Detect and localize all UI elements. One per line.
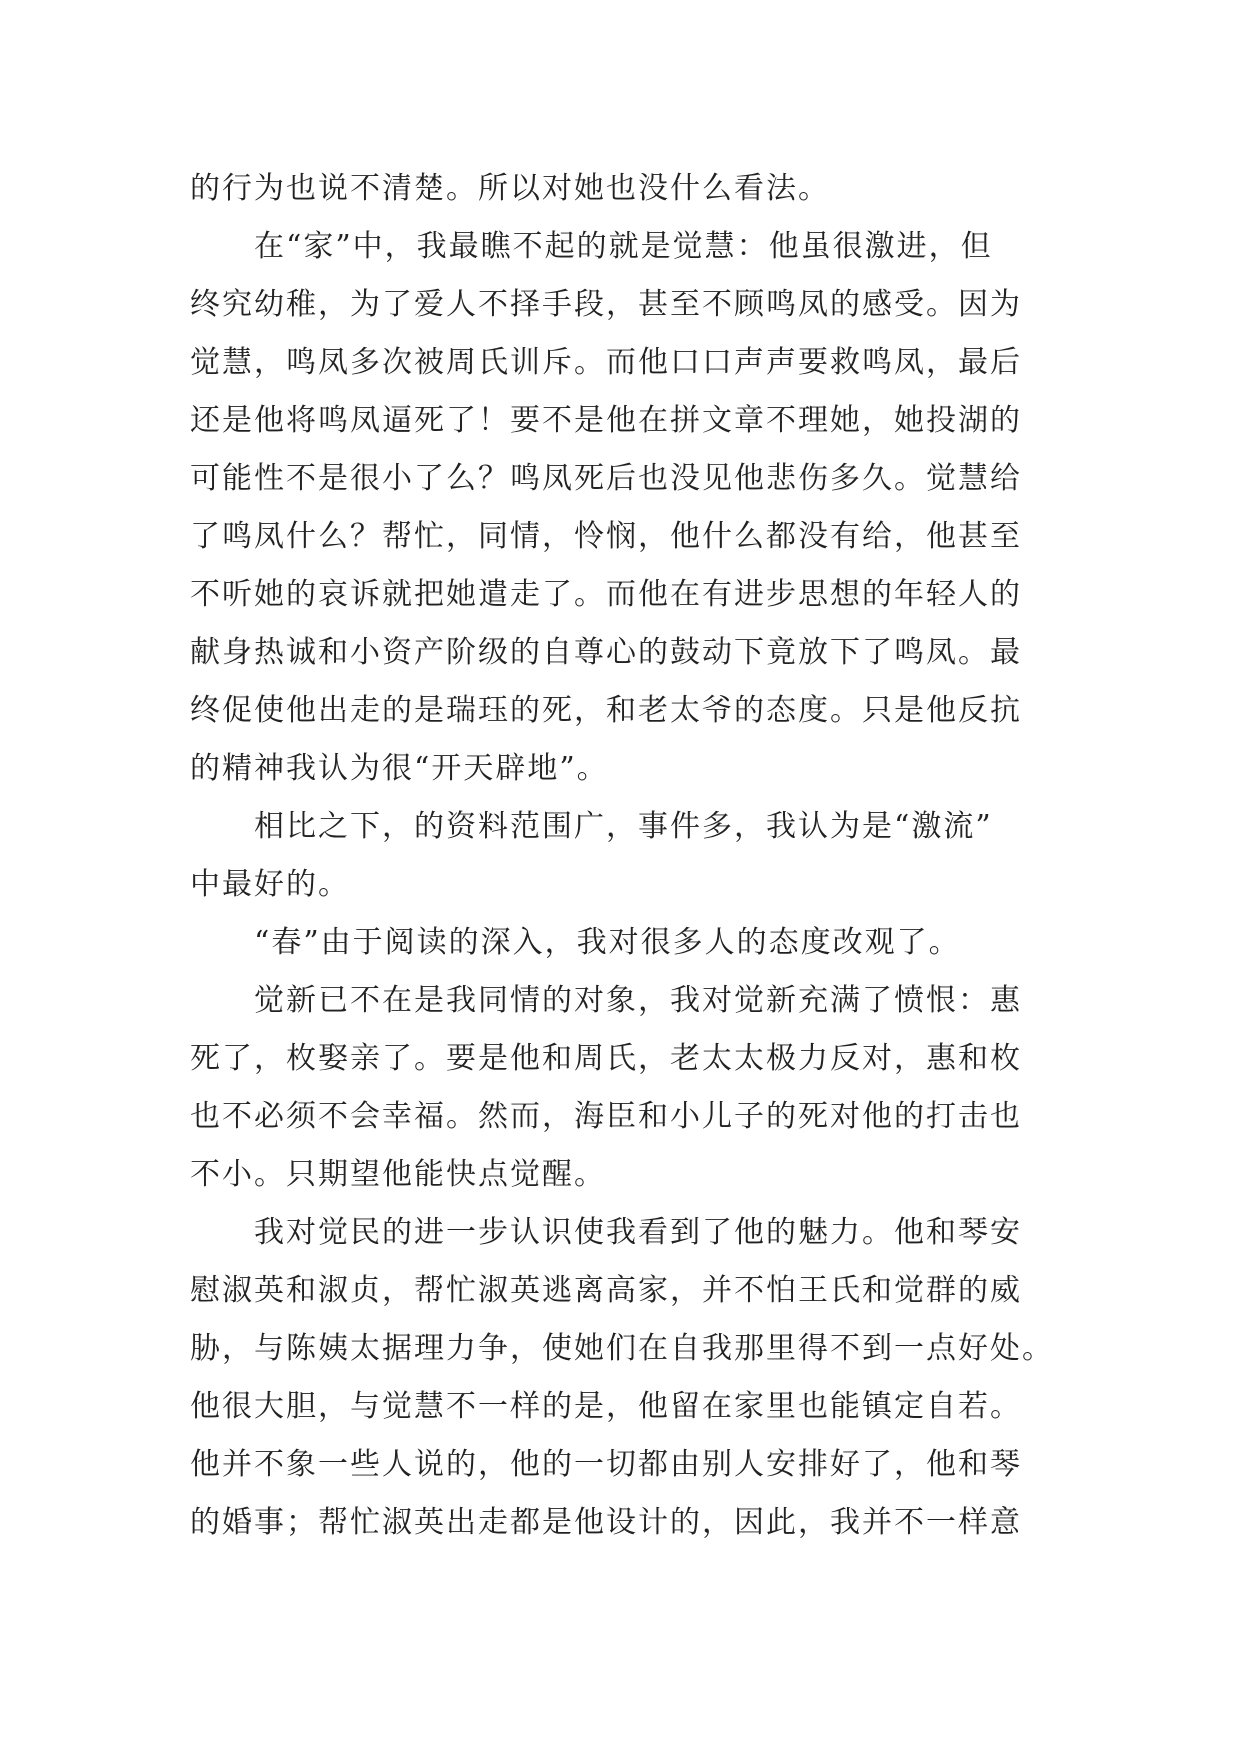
text-line: 胁，与陈姨太据理力争，使她们在自我那里得不到一点好处。 (190, 1331, 1054, 1366)
text-line: 慰淑英和淑贞，帮忙淑英逃离高家，并不怕王氏和觉群的威 (190, 1273, 1022, 1308)
text-line: 觉新已不在是我同情的对象，我对觉新充满了愤恨：惠 (254, 983, 1022, 1018)
text-line: 不听她的哀诉就把她遣走了。而他在有进步思想的年轻人的 (190, 577, 1022, 612)
body-text (190, 160, 1070, 1552)
text-line: “春”由于阅读的深入，我对很多人的态度改观了。 (254, 925, 961, 960)
text-line: 死了，枚娶亲了。要是他和周氏，老太太极力反对，惠和枚 (190, 1041, 1022, 1076)
text-line: 终促使他出走的是瑞珏的死，和老太爷的态度。只是他反抗 (190, 693, 1022, 728)
text-line: 的婚事；帮忙淑英出走都是他设计的，因此，我并不一样意 (190, 1505, 1022, 1540)
text-line: 中最好的。 (190, 867, 350, 902)
text-line: 献身热诚和小资产阶级的自尊心的鼓动下竟放下了鸣凤。最 (190, 635, 1022, 670)
text-line: 他并不象一些人说的，他的一切都由别人安排好了，他和琴 (190, 1447, 1022, 1482)
text-line: 可能性不是很小了么？鸣凤死后也没见他悲伤多久。觉慧给 (190, 461, 1022, 496)
text-line: 在“家”中，我最瞧不起的就是觉慧：他虽很激进，但 (254, 229, 993, 264)
text-line: 的行为也说不清楚。所以对她也没什么看法。 (190, 171, 830, 206)
text-line: 我对觉民的进一步认识使我看到了他的魅力。他和琴安 (254, 1215, 1022, 1250)
text-line: 也不必须不会幸福。然而，海臣和小儿子的死对他的打击也 (190, 1099, 1022, 1134)
text-line: 不小。只期望他能快点觉醒。 (190, 1157, 606, 1192)
text-line: 的精神我认为很“开天辟地”。 (190, 751, 609, 786)
text-line: 觉慧，鸣凤多次被周氏训斥。而他口口声声要救鸣凤，最后 (190, 345, 1022, 380)
text-line: 他很大胆，与觉慧不一样的是，他留在家里也能镇定自若。 (190, 1389, 1022, 1424)
text-line: 终究幼稚，为了爱人不择手段，甚至不顾鸣凤的感受。因为 (190, 287, 1022, 322)
text-line: 了鸣凤什么？帮忙，同情，怜悯，他什么都没有给，他甚至 (190, 519, 1022, 554)
text-line: 还是他将鸣凤逼死了！要不是他在拼文章不理她，她投湖的 (190, 403, 1022, 438)
text-line: 相比之下，的资料范围广，事件多，我认为是“激流” (254, 809, 993, 844)
